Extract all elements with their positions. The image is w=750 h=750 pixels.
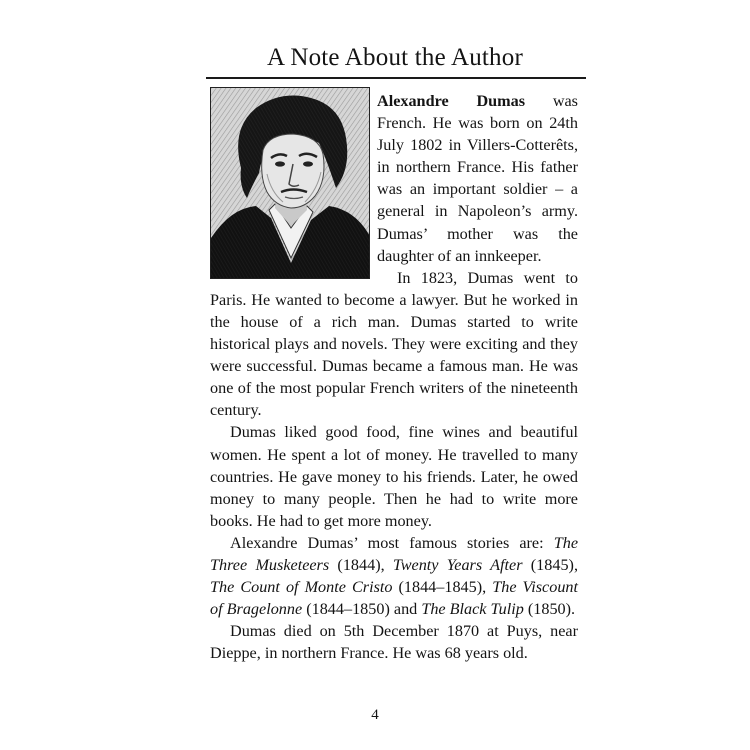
book-title: The Three Musketeers — [210, 533, 578, 574]
book-title: The Count of Monte Cristo — [210, 578, 393, 597]
title-rule — [206, 77, 586, 79]
book-title: The Viscount of Bragelonne — [210, 578, 579, 619]
portrait-spacer — [210, 90, 377, 276]
author-name: Alexandre Dumas — [377, 92, 526, 110]
paragraph-5: Dumas died on 5th December 1870 at Puys, near Dieppe, in northern France. He was 68 years old. — [210, 622, 578, 663]
page-number: 4 — [371, 707, 379, 723]
book-year: (1845), — [522, 555, 578, 574]
book-title: Twenty Years After — [392, 555, 523, 574]
page-title: A Note About the Author — [267, 44, 523, 71]
book-title: The Black Tulip — [421, 600, 524, 619]
stories-intro: Alexandre Dumas’ most famous stories are: — [230, 533, 554, 552]
author-note-text — [210, 90, 578, 664]
paragraph-4 — [210, 532, 578, 620]
paragraph-3: Dumas liked good food, fine wines and beautiful women. He spent a lot of money. He travelled to many countries. He gave money to his friends. Later, he owed money to many people. Then he had to write more books. He had to get more money. — [210, 423, 578, 530]
book-year: (1844–1845), — [392, 578, 493, 597]
paragraph-1-text: was French. He was born on 24th July 1802 in Villers-Cotterêts, in northern France. His father was an important soldier – a general in Napoleon’s army. Dumas’ mother was the daughter of an innkeeper. — [377, 92, 578, 265]
paragraph-2: In 1823, Dumas went to Paris. He wanted to become a lawyer. But he worked in the house of a rich man. Dumas started to write historical plays and novels. They were exciting and they were successful. Dumas became a famous man. He was one of the most popular French writers of the nineteenth century. — [210, 268, 578, 420]
book-year: (1844–1850) and — [302, 600, 422, 619]
book-year: (1850). — [523, 600, 576, 619]
book-year: (1844), — [329, 555, 393, 574]
